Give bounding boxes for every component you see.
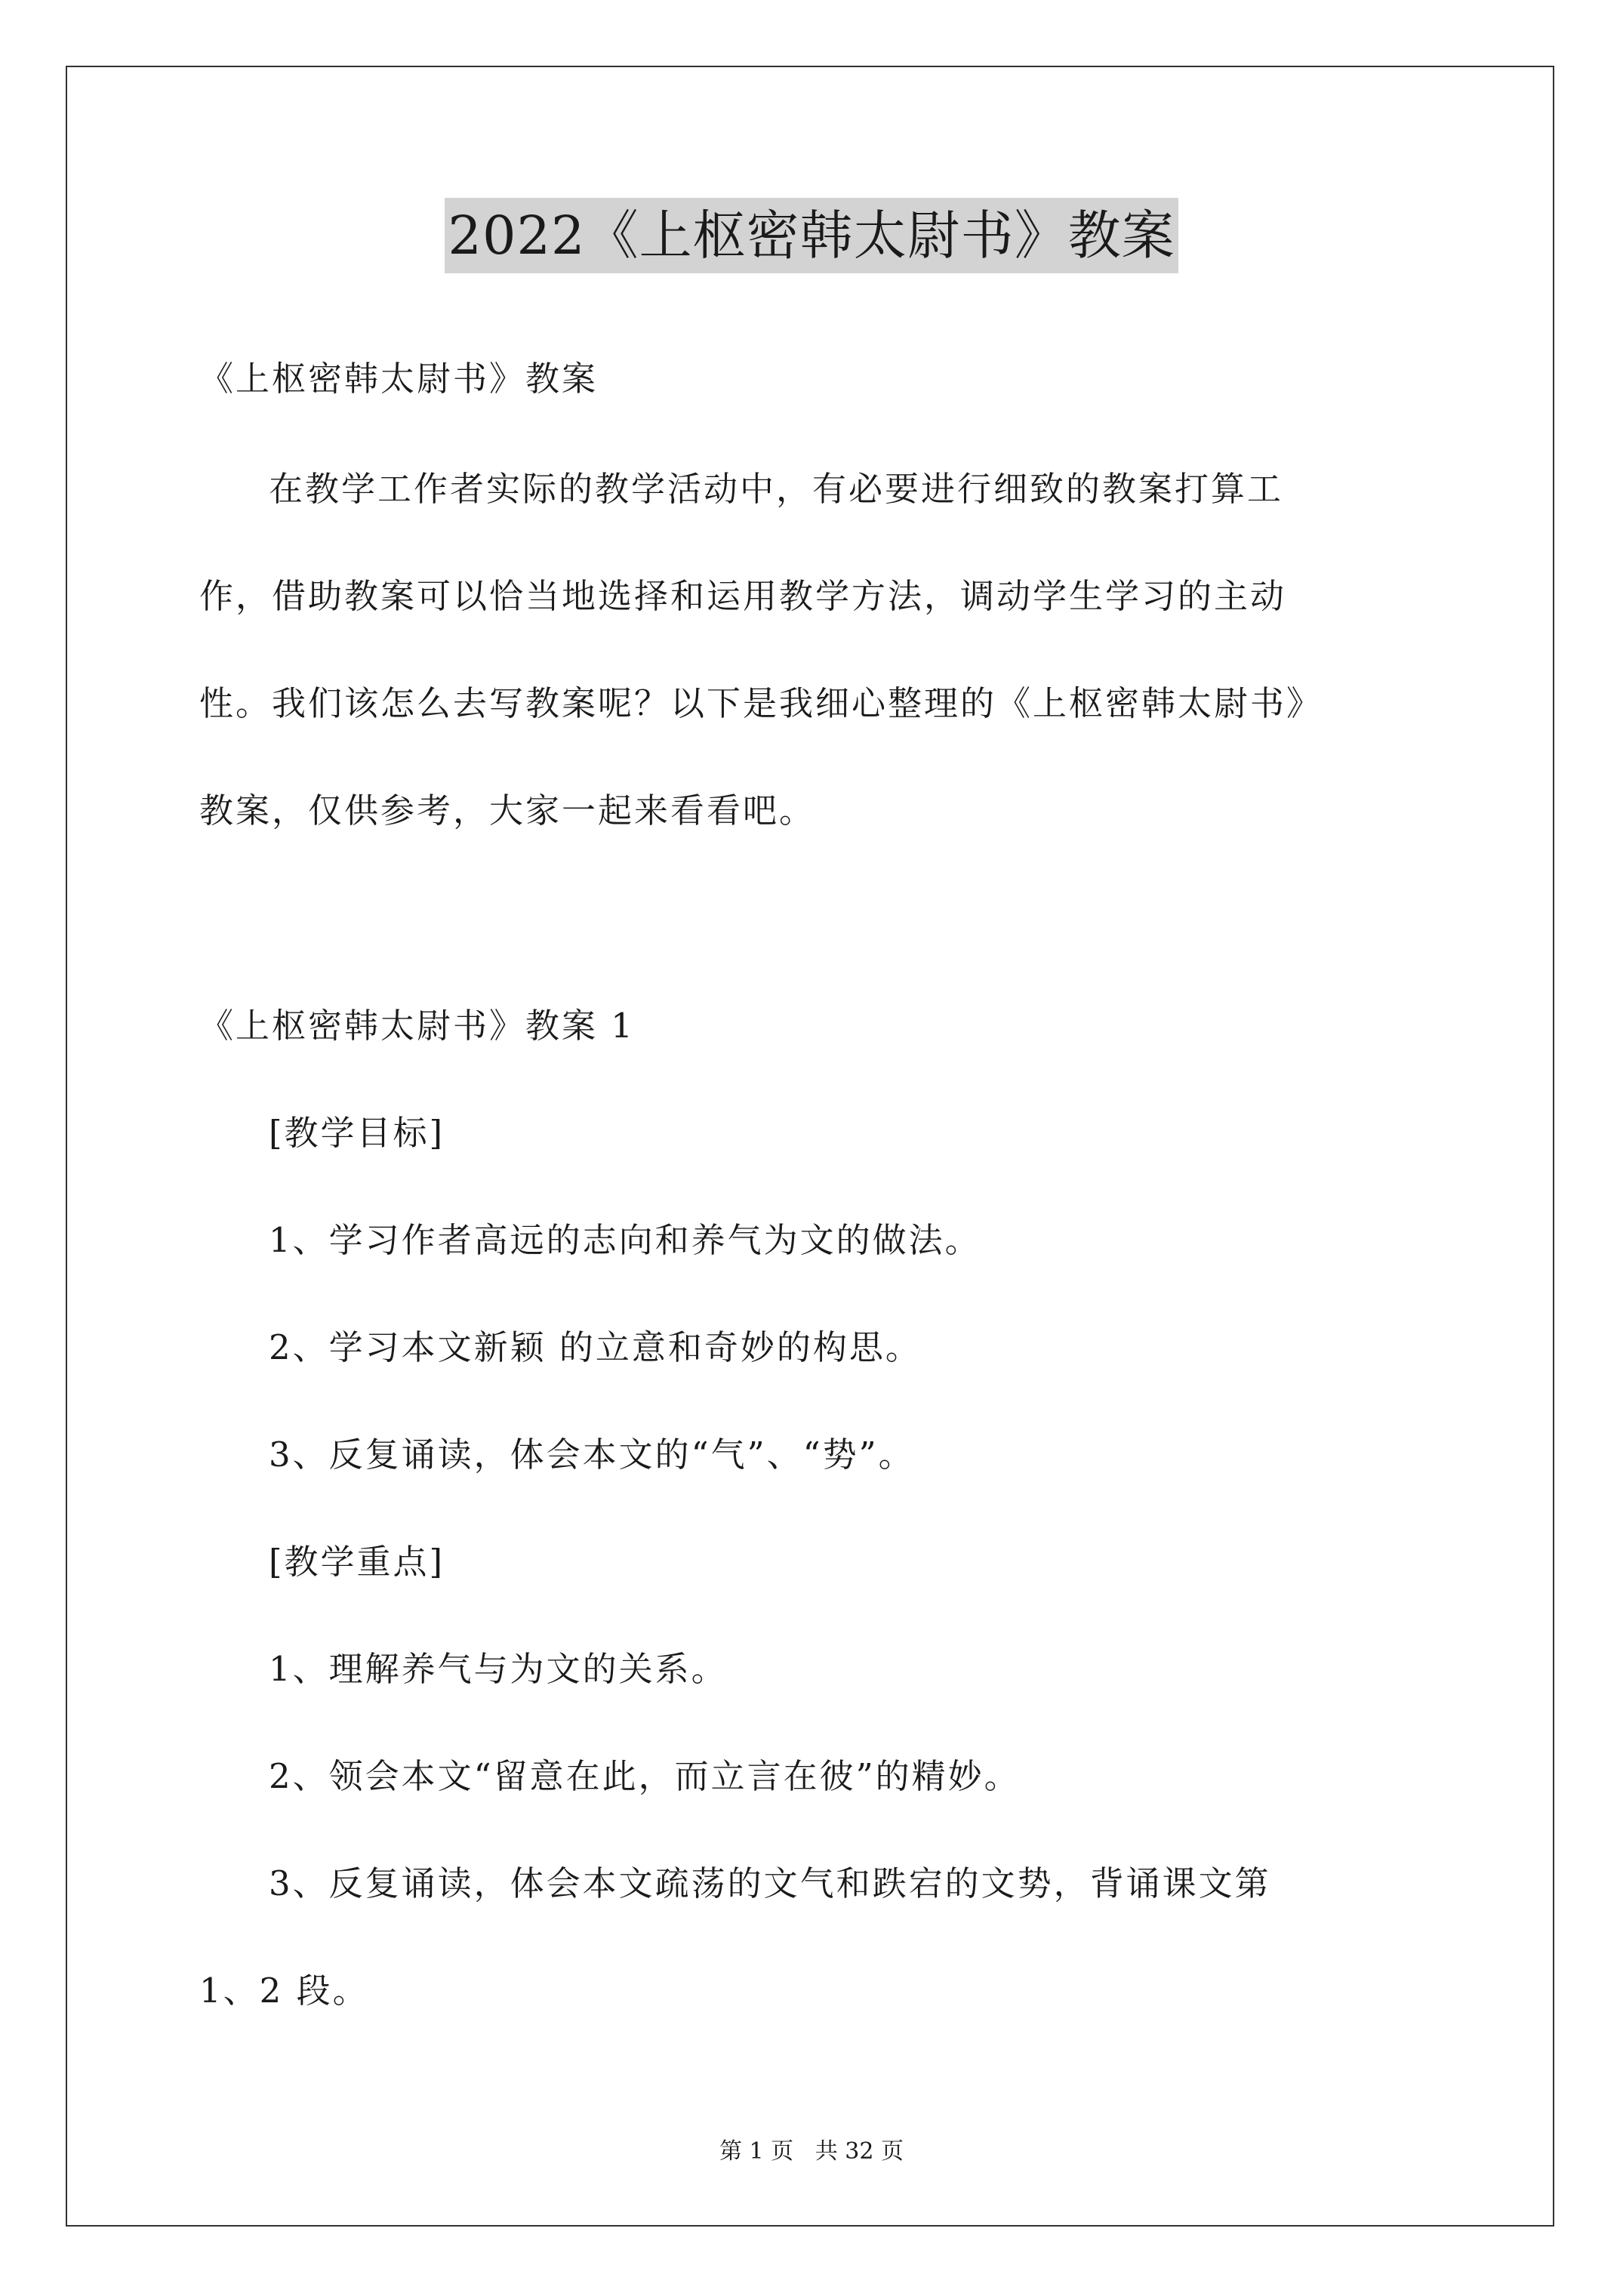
page-number-footer: 第 1 页 共 32 页 — [719, 2138, 904, 2165]
document-subtitle: 《上枢密韩太尉书》教案 — [199, 359, 599, 399]
objective-item: 2、学习本文新颖 的立意和奇妙的构思。 — [269, 1327, 922, 1367]
section-heading: 《上枢密韩太尉书》教案 1 — [199, 1006, 635, 1046]
objectives-heading: [教学目标] — [269, 1113, 445, 1153]
intro-line-1: 在教学工作者实际的教学活动中，有必要进行细致的教案打算工 — [269, 469, 1284, 509]
focus-item: 3、反复诵读，体会本文疏荡的文气和跌宕的文势，背诵课文第 — [269, 1863, 1271, 1903]
intro-line-3: 性。我们该怎么去写教案呢？以下是我细心整理的《上枢密韩太尉书》 — [199, 683, 1323, 723]
focus-item: 2、领会本文“留意在此，而立言在彼”的精妙。 — [269, 1756, 1021, 1796]
objective-item: 1、学习作者高远的志向和养气为文的做法。 — [269, 1220, 981, 1260]
title-container — [0, 198, 1623, 273]
focus-item-continuation: 1、2 段。 — [199, 1971, 369, 2011]
intro-line-2: 作，借助教案可以恰当地选择和运用教学方法，调动学生学习的主动 — [199, 576, 1287, 616]
document-title: 2022《上枢密韩太尉书》教案 — [445, 198, 1178, 273]
objective-item: 3、反复诵读，体会本文的“气”、“势”。 — [269, 1435, 915, 1475]
focus-heading: [教学重点] — [269, 1542, 445, 1582]
focus-item: 1、理解养气与为文的关系。 — [269, 1649, 728, 1689]
intro-line-4: 教案，仅供参考，大家一起来看看吧。 — [199, 791, 816, 831]
